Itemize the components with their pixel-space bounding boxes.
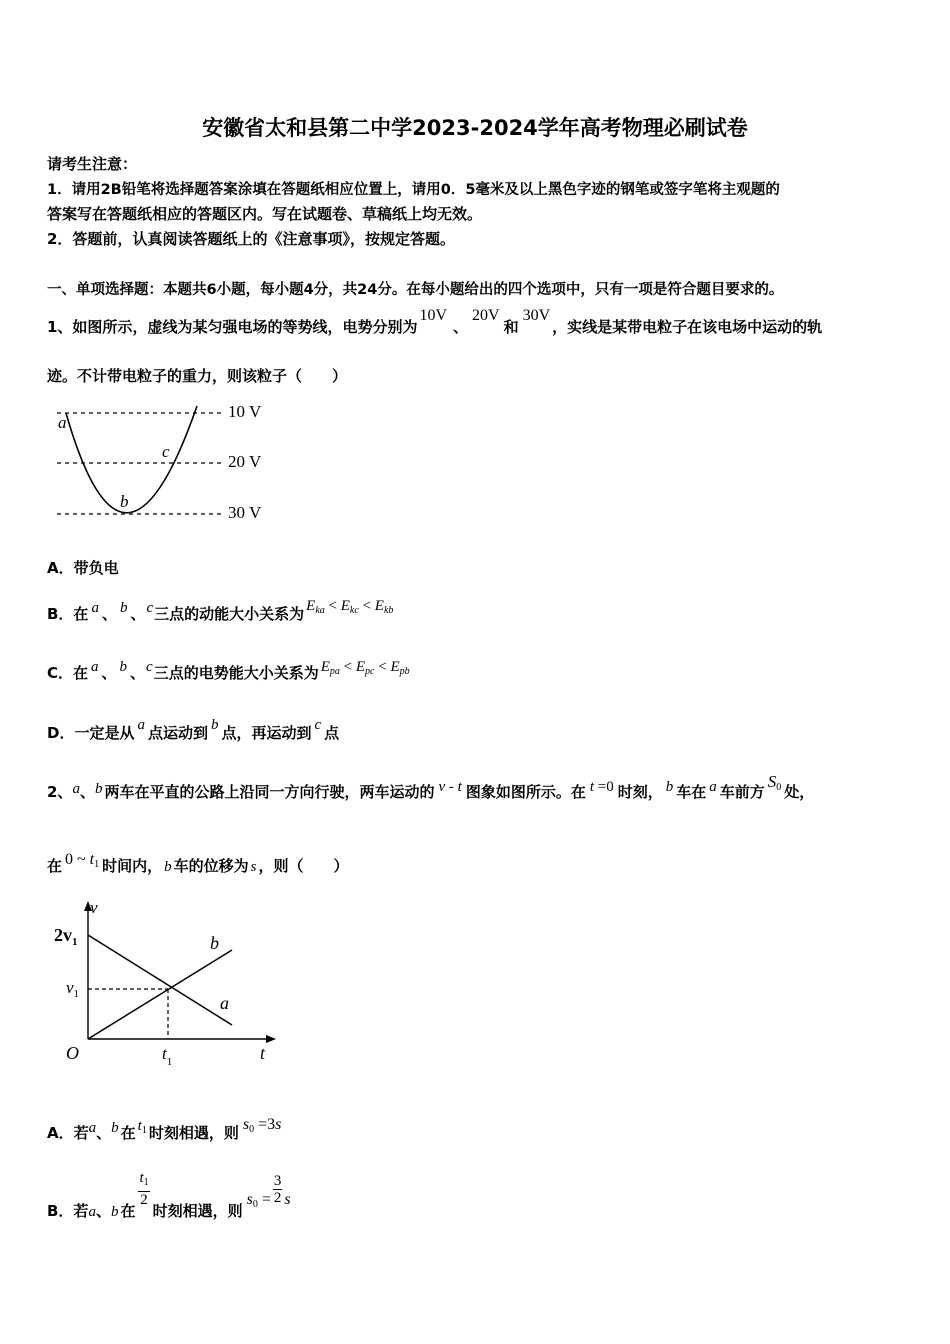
q1-potential-20: 20V: [472, 307, 500, 324]
point-c: c: [162, 442, 170, 461]
q1-option-b[interactable]: B．在 a 、 b 、c三点的动能大小关系为 $E_{ka} < E_{kc} < E_{kb}$: [47, 598, 394, 623]
t-axis-label: t: [260, 1043, 266, 1063]
point-a: a: [58, 413, 67, 432]
tick-v1: $v_1$: [66, 978, 80, 1000]
q2-stem-line2: 在 0 ~ $t_1$ 时间内， b 车的位移为 s ，则（ ）: [47, 851, 349, 875]
point-b: b: [120, 492, 129, 511]
line-b-label: b: [210, 933, 219, 953]
q2-option-a[interactable]: A．若a、b 在 $t_1$ 时刻相遇，则 $s_0 =3s$: [47, 1116, 282, 1142]
q1-stem-line1: [47, 307, 823, 337]
q2-stem-line1: 2、a、b 两车在平直的公路上沿同一方向行驶，两车运动的 v - t 图象如图所示。在 t =0 时刻， b 车在 a 车前方$S_0$ 处，: [47, 772, 815, 801]
notice-line1b: 答案写在答题纸相应的答题区内。写在试题卷、草稿纸上均无效。: [47, 205, 483, 223]
q1-potential-30: 30V: [522, 307, 551, 324]
label-20v: 20 V: [228, 452, 262, 471]
v-axis-label: v: [90, 898, 98, 917]
notice-line2: 2．答题前，认真阅读答题纸上的《注意事项》，按规定答题。: [47, 230, 455, 248]
q1-option-a[interactable]: A．带负电: [47, 559, 119, 577]
section-heading: 一、单项选择题：本题共6小题，每小题4分，共24分。在每小题给出的四个选项中，只有一项是符合题目要求的。: [47, 282, 784, 298]
label-30v: 30 V: [228, 503, 262, 522]
q1-stem-b: ，实线是某带电粒子在该电场中运动的轨: [552, 318, 823, 336]
notice-line1: 1．请用2B铅笔将选择题答案涂填在答题纸相应位置上，请用0．5毫米及以上黑色字迹的钢笔或签字笔将主观题的: [47, 182, 780, 198]
origin-label: O: [66, 1043, 79, 1063]
tick-t1: $t_1$: [162, 1044, 173, 1068]
q1-sep: 、: [453, 318, 469, 336]
q1-stem-a: 1、如图所示，虚线为某匀强电场的等势线，电势分别为: [47, 318, 418, 336]
notice-heading: 请考生注意：: [47, 155, 138, 173]
q1-option-d[interactable]: D．一定是从 a 点运动到 b 点，再运动到 c 点: [47, 717, 340, 742]
page-title: 安徽省太和县第二中学2023-2024学年高考物理必刷试卷: [202, 116, 748, 140]
q1-stem-line2: 迹。不计带电粒子的重力，则该粒子（ ）: [47, 367, 348, 385]
q1-and: 和: [503, 318, 519, 336]
particle-trajectory: [66, 406, 197, 513]
q1-potential-10: 10V: [419, 307, 448, 324]
q2-vt-graph: [52, 897, 282, 1072]
line-b: [88, 950, 232, 1039]
t-axis-arrow: [266, 1035, 276, 1043]
q2-option-b[interactable]: B．若a、b 在 $\frac{t_1}{2}$ 时刻相遇，则$s_0$ = $\frac{3}{2}$ s: [47, 1170, 291, 1220]
q1-option-c[interactable]: C．在 a 、 b 、c三点的电势能大小关系为 $E_{pa} < E_{pc} < E_{pb}$: [47, 659, 410, 682]
label-10v: 10 V: [228, 402, 262, 421]
q1-equipotential-figure: [52, 396, 282, 526]
line-a-label: a: [220, 993, 229, 1013]
tick-2v1: $2v_1$: [54, 925, 78, 948]
